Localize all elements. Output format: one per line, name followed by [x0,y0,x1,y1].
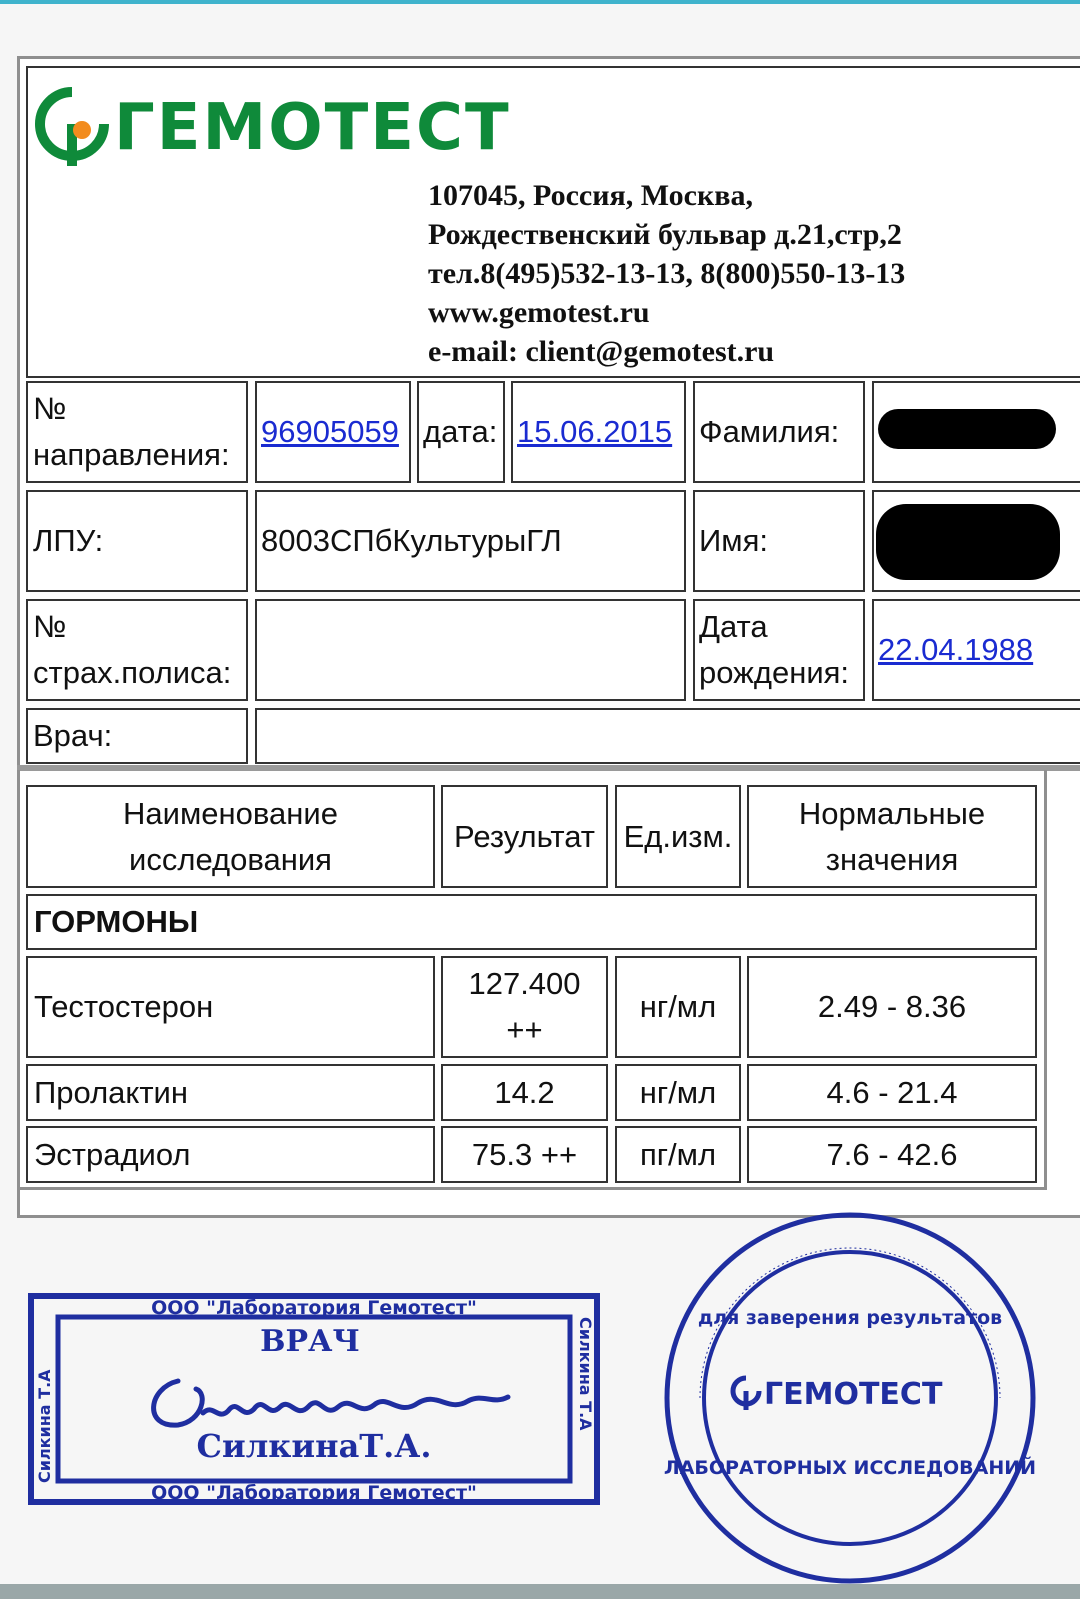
website-line: www.gemotest.ru [428,296,650,329]
test-normal-range: 2.49 - 8.36 [747,956,1037,1058]
stamp-rect-side-left: Силкина Т.А [35,1369,54,1483]
referral-number-cell [255,381,411,483]
dob-cell [872,599,1080,701]
test-result: 75.3 ++ [441,1126,608,1183]
doctor-stamp [28,1293,600,1505]
test-unit: нг/мл [615,1064,741,1121]
gemotest-logo [34,86,511,170]
seal-bottom-text: ЛАБОРАТОРНЫХ ИССЛЕДОВАНИЙ [663,1457,1037,1479]
phone-line: тел.8(495)532-13-13, 8(800)550-13-13 [428,257,906,290]
test-result: 14.2 [441,1064,608,1121]
test-unit: нг/мл [615,956,741,1058]
referral-label: № направления: [26,381,248,483]
test-name: Тестостерон [26,956,435,1058]
test-normal-range: 7.6 - 42.6 [747,1126,1037,1183]
redaction-mark [876,504,1060,580]
stamp-rect-name: СилкинаТ.А. [196,1427,432,1465]
dob-link[interactable]: 22.04.1988 [878,632,1034,667]
bottom-bar [0,1584,1080,1599]
email-line: e-mail: client@gemotest.ru [428,335,775,368]
test-name: Пролактин [26,1064,435,1121]
policy-value [255,599,686,701]
col-header-test-name: Наименование исследования [26,785,435,888]
lab-address [428,176,905,371]
seal-logo [733,1377,943,1412]
seal-top-text: для заверения результатов [697,1307,1003,1329]
doctor-value [255,708,1080,764]
lpu-value: 8003СПбКультурыГЛ [255,490,686,592]
col-header-result: Результат [441,785,608,888]
surname-label: Фамилия: [693,381,865,483]
stamp-rect-bottom-text: ООО "Лаборатория Гемотест" [151,1482,477,1504]
section-hormones: ГОРМОНЫ [26,894,1037,950]
stamp-rect-top-text: ООО "Лаборатория Гемотест" [151,1297,477,1319]
seal-logo-text: ГЕМОТЕСТ [764,1377,943,1412]
redaction-mark [878,409,1056,449]
address-line: 107045, Россия, Москва, [428,179,753,212]
laboratory-seal [660,1208,1040,1588]
logo-text: ГЕМОТЕСТ [114,91,511,165]
referral-number-link[interactable]: 96905059 [261,414,399,449]
signature-mark [154,1381,508,1425]
top-accent-bar [0,0,1080,4]
gemotest-logo-icon [34,86,110,170]
col-header-unit: Ед.изм. [615,785,741,888]
col-header-normal-values: Нормальные значения [747,785,1037,888]
policy-label: № страх.полиса: [26,599,248,701]
date-cell [511,381,686,483]
dob-label: Дата рождения: [693,599,865,701]
date-link[interactable]: 15.06.2015 [517,414,673,449]
test-name: Эстрадиол [26,1126,435,1183]
lpu-label: ЛПУ: [26,490,248,592]
stamp-rect-side-right: Силкина Т.А [576,1317,595,1431]
doctor-label: Врач: [26,708,248,764]
name-value-redacted [872,490,1080,592]
name-label: Имя: [693,490,865,592]
test-result: 127.400 ++ [441,956,608,1058]
date-label: дата: [417,381,505,483]
test-unit: пг/мл [615,1126,741,1183]
address-line: Рождественский бульвар д.21,стр,2 [428,218,902,251]
test-normal-range: 4.6 - 21.4 [747,1064,1037,1121]
stamp-rect-title: ВРАЧ [260,1324,360,1359]
surname-value-redacted [872,381,1080,483]
